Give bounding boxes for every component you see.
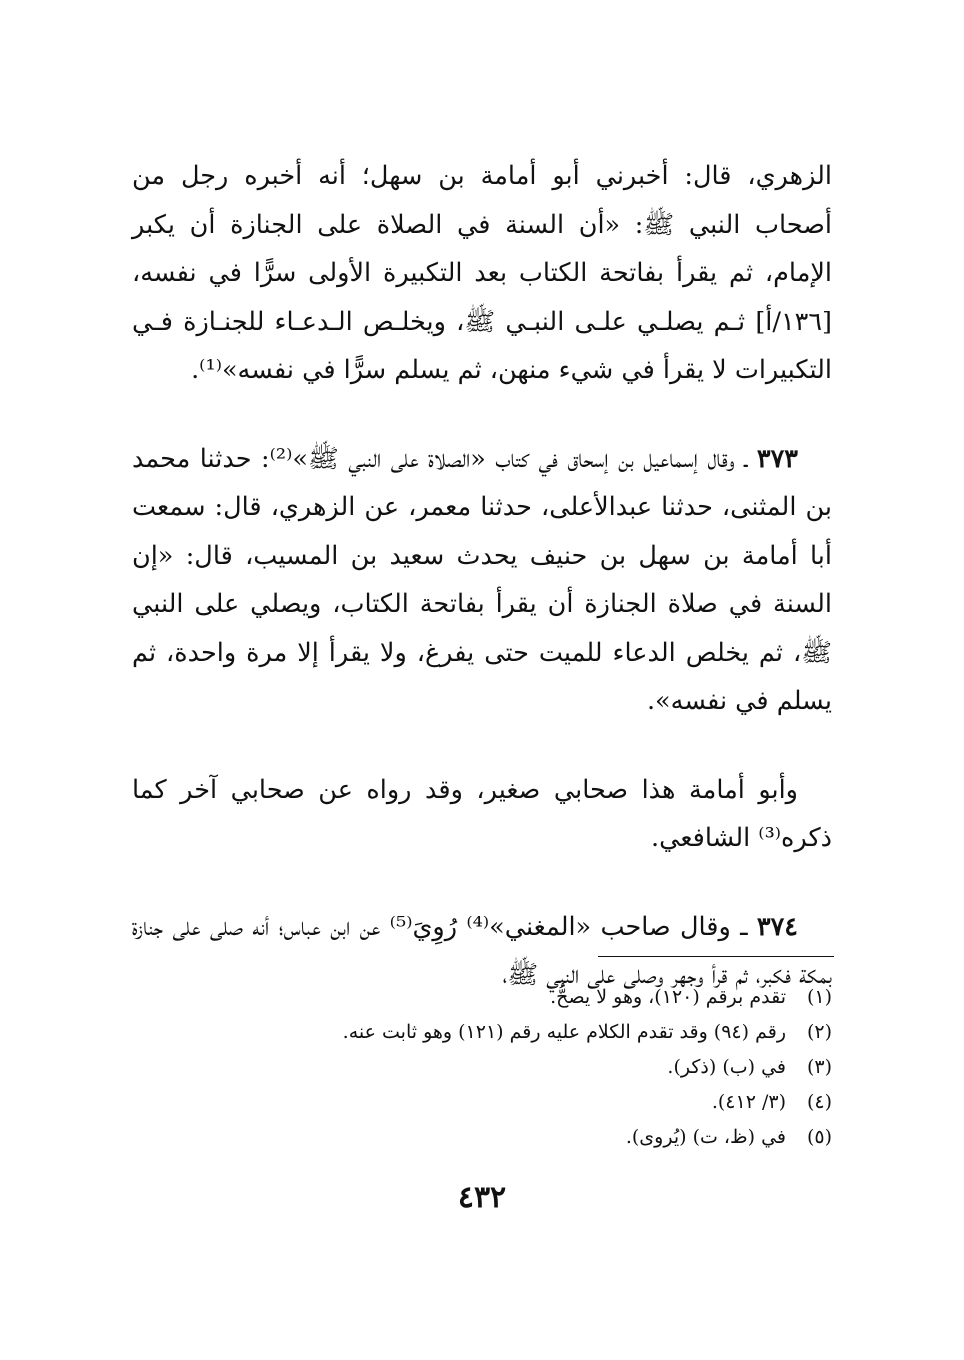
- footnote-5: [132, 1120, 832, 1155]
- footnote-mark: (٥): [806, 1126, 832, 1148]
- footnote-text: في (ظ، ت) (يُروى).: [625, 1126, 786, 1148]
- footnotes: [132, 980, 832, 1155]
- footnote-text: تقدم برقم (١٢٠)، وهو لا يصحُّ.: [550, 986, 786, 1008]
- paragraph-1: [132, 152, 832, 395]
- footnote-mark: (٣): [806, 1056, 832, 1078]
- paragraph-text: ـ وقال إسماعيل بن إسحاق في كتاب «الصلاة على النبي ﷺ»⁽²⁾: حدثنا محمد بن المثنى، حدثنا عبدالأعلى، حدثنا معمر، عن الزهري، قال: سمعت أبا أمامة بن سهل بن حنيف يحدث سعيد بن المسيب، قال: «إن السنة في صلاة الجنازة أن يقرأ بفاتحة الكتاب، ويصلي على النبي ﷺ، ثم يخلص الدعاء للميت حتى يفرغ، ولا يقرأ إلا مرة واحدة، ثم يسلم في نفسه».: [132, 443, 832, 716]
- paragraph-3: [132, 766, 832, 863]
- paragraph-text: وأبو أمامة هذا صحابي صغير، وقد رواه عن صحابي آخر كما ذكره⁽³⁾ الشافعي.: [132, 774, 832, 853]
- hadith-number: ٣٧٣: [756, 443, 798, 474]
- hadith-number: ٣٧٤: [756, 911, 798, 942]
- page-number: ٤٣٢: [457, 1180, 507, 1215]
- footnote-3: [132, 1050, 832, 1085]
- footnote-4: [132, 1085, 832, 1120]
- paragraph-text: الزهري، قال: أخبرني أبو أمامة بن سهل؛ أنه أخبره رجل من أصحاب النبي ﷺ: «أن السنة في الصلاة على الجنازة أن يكبر الإمام، ثم يقرأ بفاتحة الكتاب بعد التكبيرة الأولى سرًّا في نفسه، [١٣٦/أ] ثـم يصلـي علـى النبـي ﷺ، ويخلـص الـدعـاء للجنـازة فـي التكبيرات لا يقرأ في شيء منهن، ثم يسلم سرًّا في نفسه»⁽¹⁾.: [132, 161, 832, 385]
- paragraph-text: ـ وقال صاحب «المغني»⁽⁴⁾ رُوِيَ⁽⁵⁾ عن ابن عباس؛ أنه صلى على جنازة بمكة فكبر، ثم قرأ وجهر وصلى على النبي ﷺ،: [132, 911, 832, 990]
- footnote-text: (٣/ ٤١٢).: [711, 1091, 786, 1113]
- footnote-mark: (٢): [806, 1021, 832, 1043]
- paragraph-373: [132, 435, 832, 726]
- main-text: [132, 152, 832, 1040]
- footnote-mark: (٤): [806, 1091, 832, 1113]
- footnote-text: رقم (٩٤) وقد تقدم الكلام عليه رقم (١٢١) وهو ثابت عنه.: [342, 1021, 786, 1043]
- footnote-1: [132, 980, 832, 1015]
- footnote-mark: (١): [806, 986, 832, 1008]
- footnote-text: في (ب) (ذكر).: [667, 1056, 786, 1078]
- footnote-2: [132, 1015, 832, 1050]
- footnote-divider: [598, 956, 834, 957]
